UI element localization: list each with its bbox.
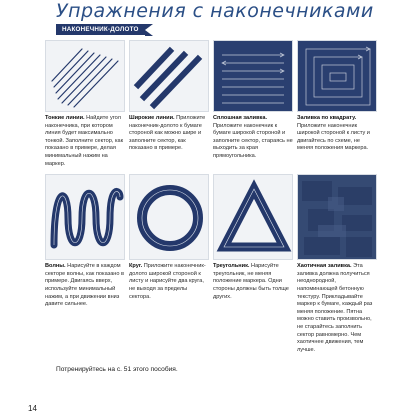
exercise-description: Круг. Приложите наконечник-долото широкой стороной к листу и нарисуйте два круга, не выходя за пределы сектора. <box>129 263 206 300</box>
chaotic-fill-sample <box>297 174 377 260</box>
exercise-card <box>129 40 209 168</box>
exercise-card <box>213 40 293 168</box>
exercise-card <box>129 174 209 354</box>
exercise-card <box>297 40 377 168</box>
exercise-description: Заливка по квадрату. Приложите наконечник широкой стороной к листу и двигайтесь по схеме, не меняя положения маркера. <box>297 115 370 152</box>
square-fill-sample <box>297 40 377 112</box>
exercise-card <box>213 174 293 354</box>
thin-lines-sample <box>45 40 125 112</box>
wide-lines-sample <box>129 40 209 112</box>
exercise-description: Хаотичная заливка. Эта заливка должна получиться неоднородной, напоминающей бетонную текстуру. Прикладывайте маркер к бумаге, каждый раз меняя положение. Пятна можно ставить произвольно, не старайтесь заполнить сектор равномерно. Чем хаотичнее движения, тем лучше. <box>297 263 373 353</box>
nib-type-tag: НАКОНЕЧНИК-ДОЛОТО <box>56 24 145 35</box>
exercise-row-1 <box>45 40 375 168</box>
page-title: Упражнения с наконечниками <box>56 0 374 22</box>
exercise-description: Широкие линии. Приложите наконечник-долото к бумаге стороной как можно шире и заполните сектор, как показано в примере. <box>129 115 206 152</box>
triangle-sample <box>213 174 293 260</box>
exercise-row-2 <box>45 174 375 354</box>
page-number: 14 <box>28 404 37 413</box>
exercise-description: Тонкие линии. Найдите угол наконечника, при котором линия будет максимально тонкой. Заполните сектор, как показано в примере, делая минимальный нажим на маркер. <box>45 115 124 167</box>
exercise-grid <box>45 40 375 360</box>
exercise-card <box>297 174 377 354</box>
solid-fill-sample <box>213 40 293 112</box>
exercise-card <box>45 40 125 168</box>
exercise-description: Волны. Нарисуйте в каждом секторе волны, как показано в примере. Двигаясь вверх, используйте минимальный нажим, а при движении вниз давите сильнее. <box>45 263 125 308</box>
practice-note: Потренируйтесь на с. 51 этого пособия. <box>56 366 178 373</box>
circle-sample <box>129 174 209 260</box>
exercise-card <box>45 174 125 354</box>
exercise-description: Треугольник. Нарисуйте треугольник, не меняя положение маркера. Одни стороны должны быть толще других. <box>213 263 289 300</box>
waves-sample <box>45 174 125 260</box>
exercise-description: Сплошная заливка. Приложите наконечник к бумаге широкой стороной и заполните сектор, стараясь не выходить за края прямоугольника. <box>213 115 293 159</box>
